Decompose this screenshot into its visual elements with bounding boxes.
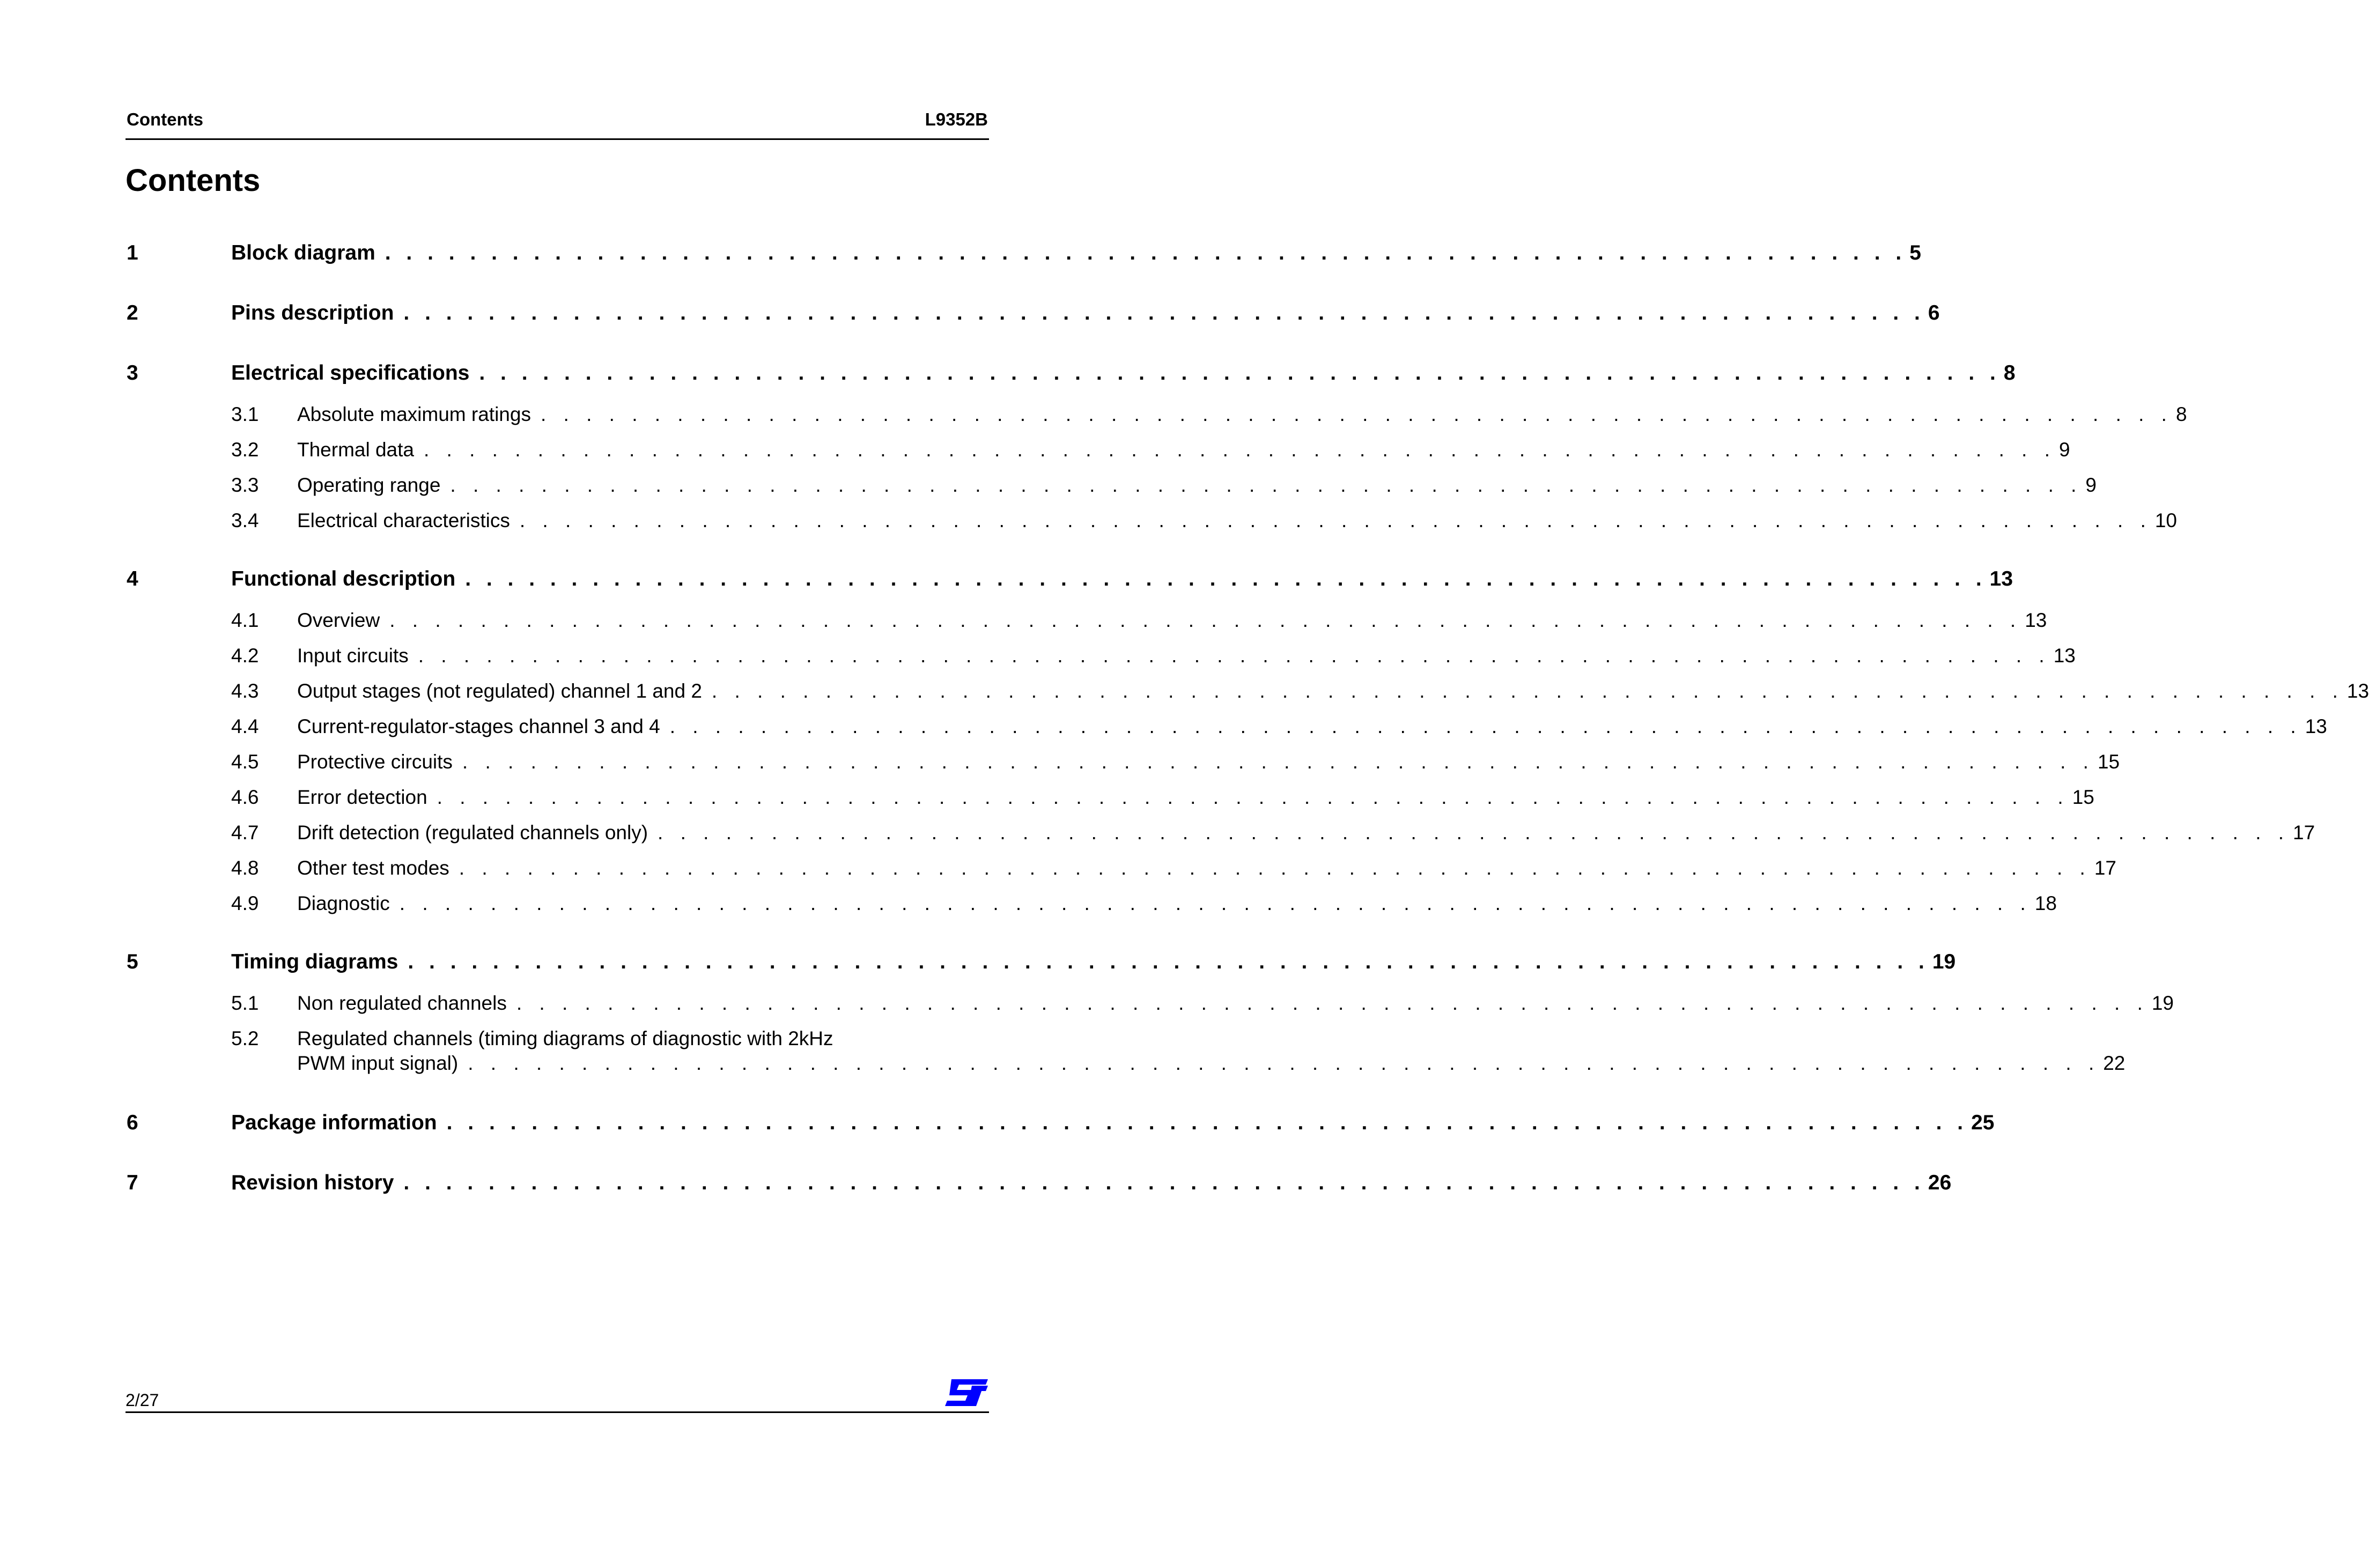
toc-entry-label: Error detection <box>297 786 427 808</box>
toc-entry-6[interactable] <box>126 1111 1995 1171</box>
dot-leader: . . . . . . . . . . . . . . . . . . . . . . . . . . . . . . . . . . . . . . . . . . . . . . . . . . . . . . . . . . . . . . . . . . . . . . . . <box>399 892 2032 914</box>
toc-entry-number: 5.2 <box>231 1027 259 1049</box>
toc-entry-label: Current-regulator-stages channel 3 and 4 <box>297 715 660 737</box>
toc-entry-4-5[interactable] <box>126 751 2120 786</box>
toc-entry-page: 22 <box>2103 1052 2126 1074</box>
dot-leader: . . . . . . . . . . . . . . . . . . . . . . . . . . . . . . . . . . . . . . . . . . . . . . . . . . . . . . . . . . . . . . . . . . . . . . . . <box>437 786 2069 808</box>
toc-entry-number: 3.4 <box>231 509 259 531</box>
svg-text:ST: ST <box>966 1397 967 1398</box>
toc-entry-page: 17 <box>2094 857 2116 879</box>
toc-entry-5[interactable] <box>126 950 1956 992</box>
toc-entry-3-4[interactable] <box>126 509 2178 567</box>
toc-entry-page: 6 <box>1928 301 1940 324</box>
toc-entry-page: 9 <box>2059 439 2070 461</box>
dot-leader: . . . . . . . . . . . . . . . . . . . . . . . . . . . . . . . . . . . . . . . . . . . . . . . . . . . . . . . . . . . . . . . . . . . . . . . . <box>408 950 1929 973</box>
dot-leader: . . . . . . . . . . . . . . . . . . . . . . . . . . . . . . . . . . . . . . . . . . . . . . . . . . . . . . . . . . . . . . . . . . . . . . . . <box>418 645 2050 667</box>
toc-entry-4-2[interactable] <box>126 645 2076 680</box>
toc-entry-page: 25 <box>1971 1111 1995 1134</box>
toc-entry-page: 9 <box>2085 474 2097 496</box>
toc-entry-page: 13 <box>1989 567 2013 590</box>
toc-entry-page: 8 <box>2003 361 2016 384</box>
toc-entry-number: 4 <box>127 567 138 590</box>
dot-leader: . . . . . . . . . . . . . . . . . . . . . . . . . . . . . . . . . . . . . . . . . . . . . . . . . . . . . . . . . . . . . . . . . . . . . . . . <box>424 439 2056 461</box>
toc-entry-page: 18 <box>2034 892 2057 914</box>
page-header <box>126 107 989 140</box>
toc-entry-label: Thermal data <box>297 439 414 461</box>
toc-entry-number: 4.7 <box>231 822 259 844</box>
toc-entry-4-8[interactable] <box>126 857 2116 892</box>
toc-entry-number: 3.1 <box>231 403 259 425</box>
dot-leader: . . . . . . . . . . . . . . . . . . . . . . . . . . . . . . . . . . . . . . . . . . . . . . . . . . . . . . . . . . . . . . . . . . . . . . . . <box>540 403 2173 425</box>
toc-entry-number: 4.4 <box>231 715 259 737</box>
toc-entry-label: Operating range <box>297 474 441 496</box>
dot-leader: . . . . . . . . . . . . . . . . . . . . . . . . . . . . . . . . . . . . . . . . . . . . . . . . . . . . . . . . . . . . . . . . . . . . . . . . <box>459 857 2091 879</box>
dot-leader: . . . . . . . . . . . . . . . . . . . . . . . . . . . . . . . . . . . . . . . . . . . . . . . . . . . . . . . . . . . . . . . . . . . . . . . . <box>450 474 2083 496</box>
toc-entry-label: Pins description <box>231 301 394 324</box>
toc-entry-label: Revision history <box>231 1171 394 1194</box>
toc-entry-label: Non regulated channels <box>297 992 507 1014</box>
toc-entry-7[interactable] <box>126 1171 1952 1231</box>
toc-entry-number: 6 <box>127 1111 138 1134</box>
dot-leader: . . . . . . . . . . . . . . . . . . . . . . . . . . . . . . . . . . . . . . . . . . . . . . . . . . . . . . . . . . . . . . . . . . . . . . . . <box>446 1111 1968 1134</box>
page-number: 2/27 <box>126 1391 159 1410</box>
dot-leader: . . . . . . . . . . . . . . . . . . . . . . . . . . . . . . . . . . . . . . . . . . . . . . . . . . . . . . . . . . . . . . . . . . . . . . . . <box>403 301 1925 324</box>
dot-leader: . . . . . . . . . . . . . . . . . . . . . . . . . . . . . . . . . . . . . . . . . . . . . . . . . . . . . . . . . . . . . . . . . . . . . . . . <box>516 992 2149 1014</box>
toc-entry-4-3[interactable] <box>126 680 2369 715</box>
dot-leader: . . . . . . . . . . . . . . . . . . . . . . . . . . . . . . . . . . . . . . . . . . . . . . . . . . . . . . . . . . . . . . . . . . . . . . . . <box>658 822 2290 844</box>
dot-leader: . . . . . . . . . . . . . . . . . . . . . . . . . . . . . . . . . . . . . . . . . . . . . . . . . . . . . . . . . . . . . . . . . . . . . . . . <box>519 509 2152 531</box>
page-footer <box>126 1384 989 1413</box>
toc-entry-2[interactable] <box>126 301 1940 361</box>
toc-entry-label: Electrical characteristics <box>297 509 510 531</box>
toc-entry-page: 8 <box>2175 403 2187 425</box>
header-section-title: Contents <box>127 109 203 129</box>
toc-entry-label: Timing diagrams <box>231 950 398 973</box>
toc-entry-number: 3.3 <box>231 474 259 496</box>
toc-entry-4-4[interactable] <box>126 715 2327 751</box>
toc-entry-page: 19 <box>1932 950 1956 973</box>
toc-entry-label: Other test modes <box>297 857 449 879</box>
toc-entry-number: 4.8 <box>231 857 259 879</box>
toc-entry-1[interactable] <box>126 241 1921 301</box>
table-of-contents <box>126 241 2369 1231</box>
header-part-number: L9352B <box>925 109 988 129</box>
page-title: Contents <box>126 163 261 198</box>
toc-entry-label: Absolute maximum ratings <box>297 403 531 425</box>
toc-entry-3-1[interactable] <box>126 403 2187 439</box>
toc-entry-number: 4.1 <box>231 609 259 631</box>
toc-entry-page: 26 <box>1928 1171 1952 1194</box>
toc-entry-number: 1 <box>127 241 138 264</box>
toc-entry-page: 5 <box>1909 241 1921 264</box>
dot-leader: . . . . . . . . . . . . . . . . . . . . . . . . . . . . . . . . . . . . . . . . . . . . . . . . . . . . . . . . . . . . . . . . . . . . . . . . <box>468 1052 2100 1074</box>
toc-entry-5-1[interactable] <box>126 992 2174 1027</box>
toc-entry-5-2[interactable] <box>126 1027 2126 1111</box>
toc-entry-4-6[interactable] <box>126 786 2094 822</box>
toc-entry-label-line-1: Regulated channels (timing diagrams of diagnostic with 2kHz <box>297 1027 833 1049</box>
toc-entry-page: 19 <box>2151 992 2174 1014</box>
toc-entry-page: 15 <box>2097 751 2120 773</box>
dot-leader: . . . . . . . . . . . . . . . . . . . . . . . . . . . . . . . . . . . . . . . . . . . . . . . . . . . . . . . . . . . . . . . . . . . . . . . . <box>462 751 2094 773</box>
toc-entry-3[interactable] <box>126 361 2016 403</box>
toc-entry-label: Protective circuits <box>297 751 453 773</box>
dot-leader: . . . . . . . . . . . . . . . . . . . . . . . . . . . . . . . . . . . . . . . . . . . . . . . . . . . . . . . . . . . . . . . . . . . . . . . . <box>385 241 1907 264</box>
toc-entry-number: 3 <box>127 361 138 384</box>
dot-leader: . . . . . . . . . . . . . . . . . . . . . . . . . . . . . . . . . . . . . . . . . . . . . . . . . . . . . . . . . . . . . . . . . . . . . . . . <box>465 567 1987 590</box>
toc-entry-page: 13 <box>2053 645 2076 667</box>
toc-entry-label: Input circuits <box>297 645 409 667</box>
toc-entry-number: 4.2 <box>231 645 259 667</box>
toc-entry-label: Diagnostic <box>297 892 390 914</box>
toc-entry-4[interactable] <box>126 567 2013 609</box>
toc-entry-label: Drift detection (regulated channels only) <box>297 822 648 844</box>
toc-entry-label: Output stages (not regulated) channel 1 and 2 <box>297 680 702 702</box>
dot-leader: . . . . . . . . . . . . . . . . . . . . . . . . . . . . . . . . . . . . . . . . . . . . . . . . . . . . . . . . . . . . . . . . . . . . . . . . <box>479 361 2001 384</box>
toc-entry-4-7[interactable] <box>126 822 2315 857</box>
toc-entry-label: Overview <box>297 609 380 631</box>
toc-entry-label: Electrical specifications <box>231 361 470 384</box>
toc-entry-number: 4.9 <box>231 892 259 914</box>
toc-entry-4-9[interactable] <box>126 892 2057 950</box>
toc-entry-4-1[interactable] <box>126 609 2047 645</box>
toc-entry-number: 4.3 <box>231 680 259 702</box>
toc-entry-number: 4.6 <box>231 786 259 808</box>
toc-entry-page: 17 <box>2293 822 2315 844</box>
toc-entry-page: 13 <box>2305 715 2327 737</box>
toc-entry-number: 5 <box>127 950 138 973</box>
st-logo-icon <box>944 1378 989 1407</box>
dot-leader: . . . . . . . . . . . . . . . . . . . . . . . . . . . . . . . . . . . . . . . . . . . . . . . . . . . . . . . . . . . . . . . . . . . . . . . . <box>389 609 2022 631</box>
toc-entry-number: 2 <box>127 301 138 324</box>
toc-entry-page: 10 <box>2154 509 2178 531</box>
toc-entry-page: 15 <box>2072 786 2094 808</box>
dot-leader: . . . . . . . . . . . . . . . . . . . . . . . . . . . . . . . . . . . . . . . . . . . . . . . . . . . . . . . . . . . . . . . . . . . . . . . . <box>669 715 2302 737</box>
toc-entry-number: 4.5 <box>231 751 259 773</box>
toc-entry-page: 13 <box>2346 680 2369 702</box>
toc-entry-number: 7 <box>127 1171 138 1194</box>
dot-leader: . . . . . . . . . . . . . . . . . . . . . . . . . . . . . . . . . . . . . . . . . . . . . . . . . . . . . . . . . . . . . . . . . . . . . . . . <box>403 1171 1925 1194</box>
toc-entry-3-3[interactable] <box>126 474 2097 509</box>
toc-entry-number: 5.1 <box>231 992 259 1014</box>
toc-entry-3-2[interactable] <box>126 439 2070 474</box>
toc-entry-number: 3.2 <box>231 439 259 461</box>
toc-entry-page: 13 <box>2025 609 2047 631</box>
toc-entry-label: Package information <box>231 1111 437 1134</box>
toc-entry-label: Functional description <box>231 567 456 590</box>
toc-entry-label: Block diagram <box>231 241 375 264</box>
toc-entry-label-line-2: PWM input signal) <box>297 1052 459 1074</box>
dot-leader: . . . . . . . . . . . . . . . . . . . . . . . . . . . . . . . . . . . . . . . . . . . . . . . . . . . . . . . . . . . . . . . . . . . . . . . . <box>711 680 2344 702</box>
